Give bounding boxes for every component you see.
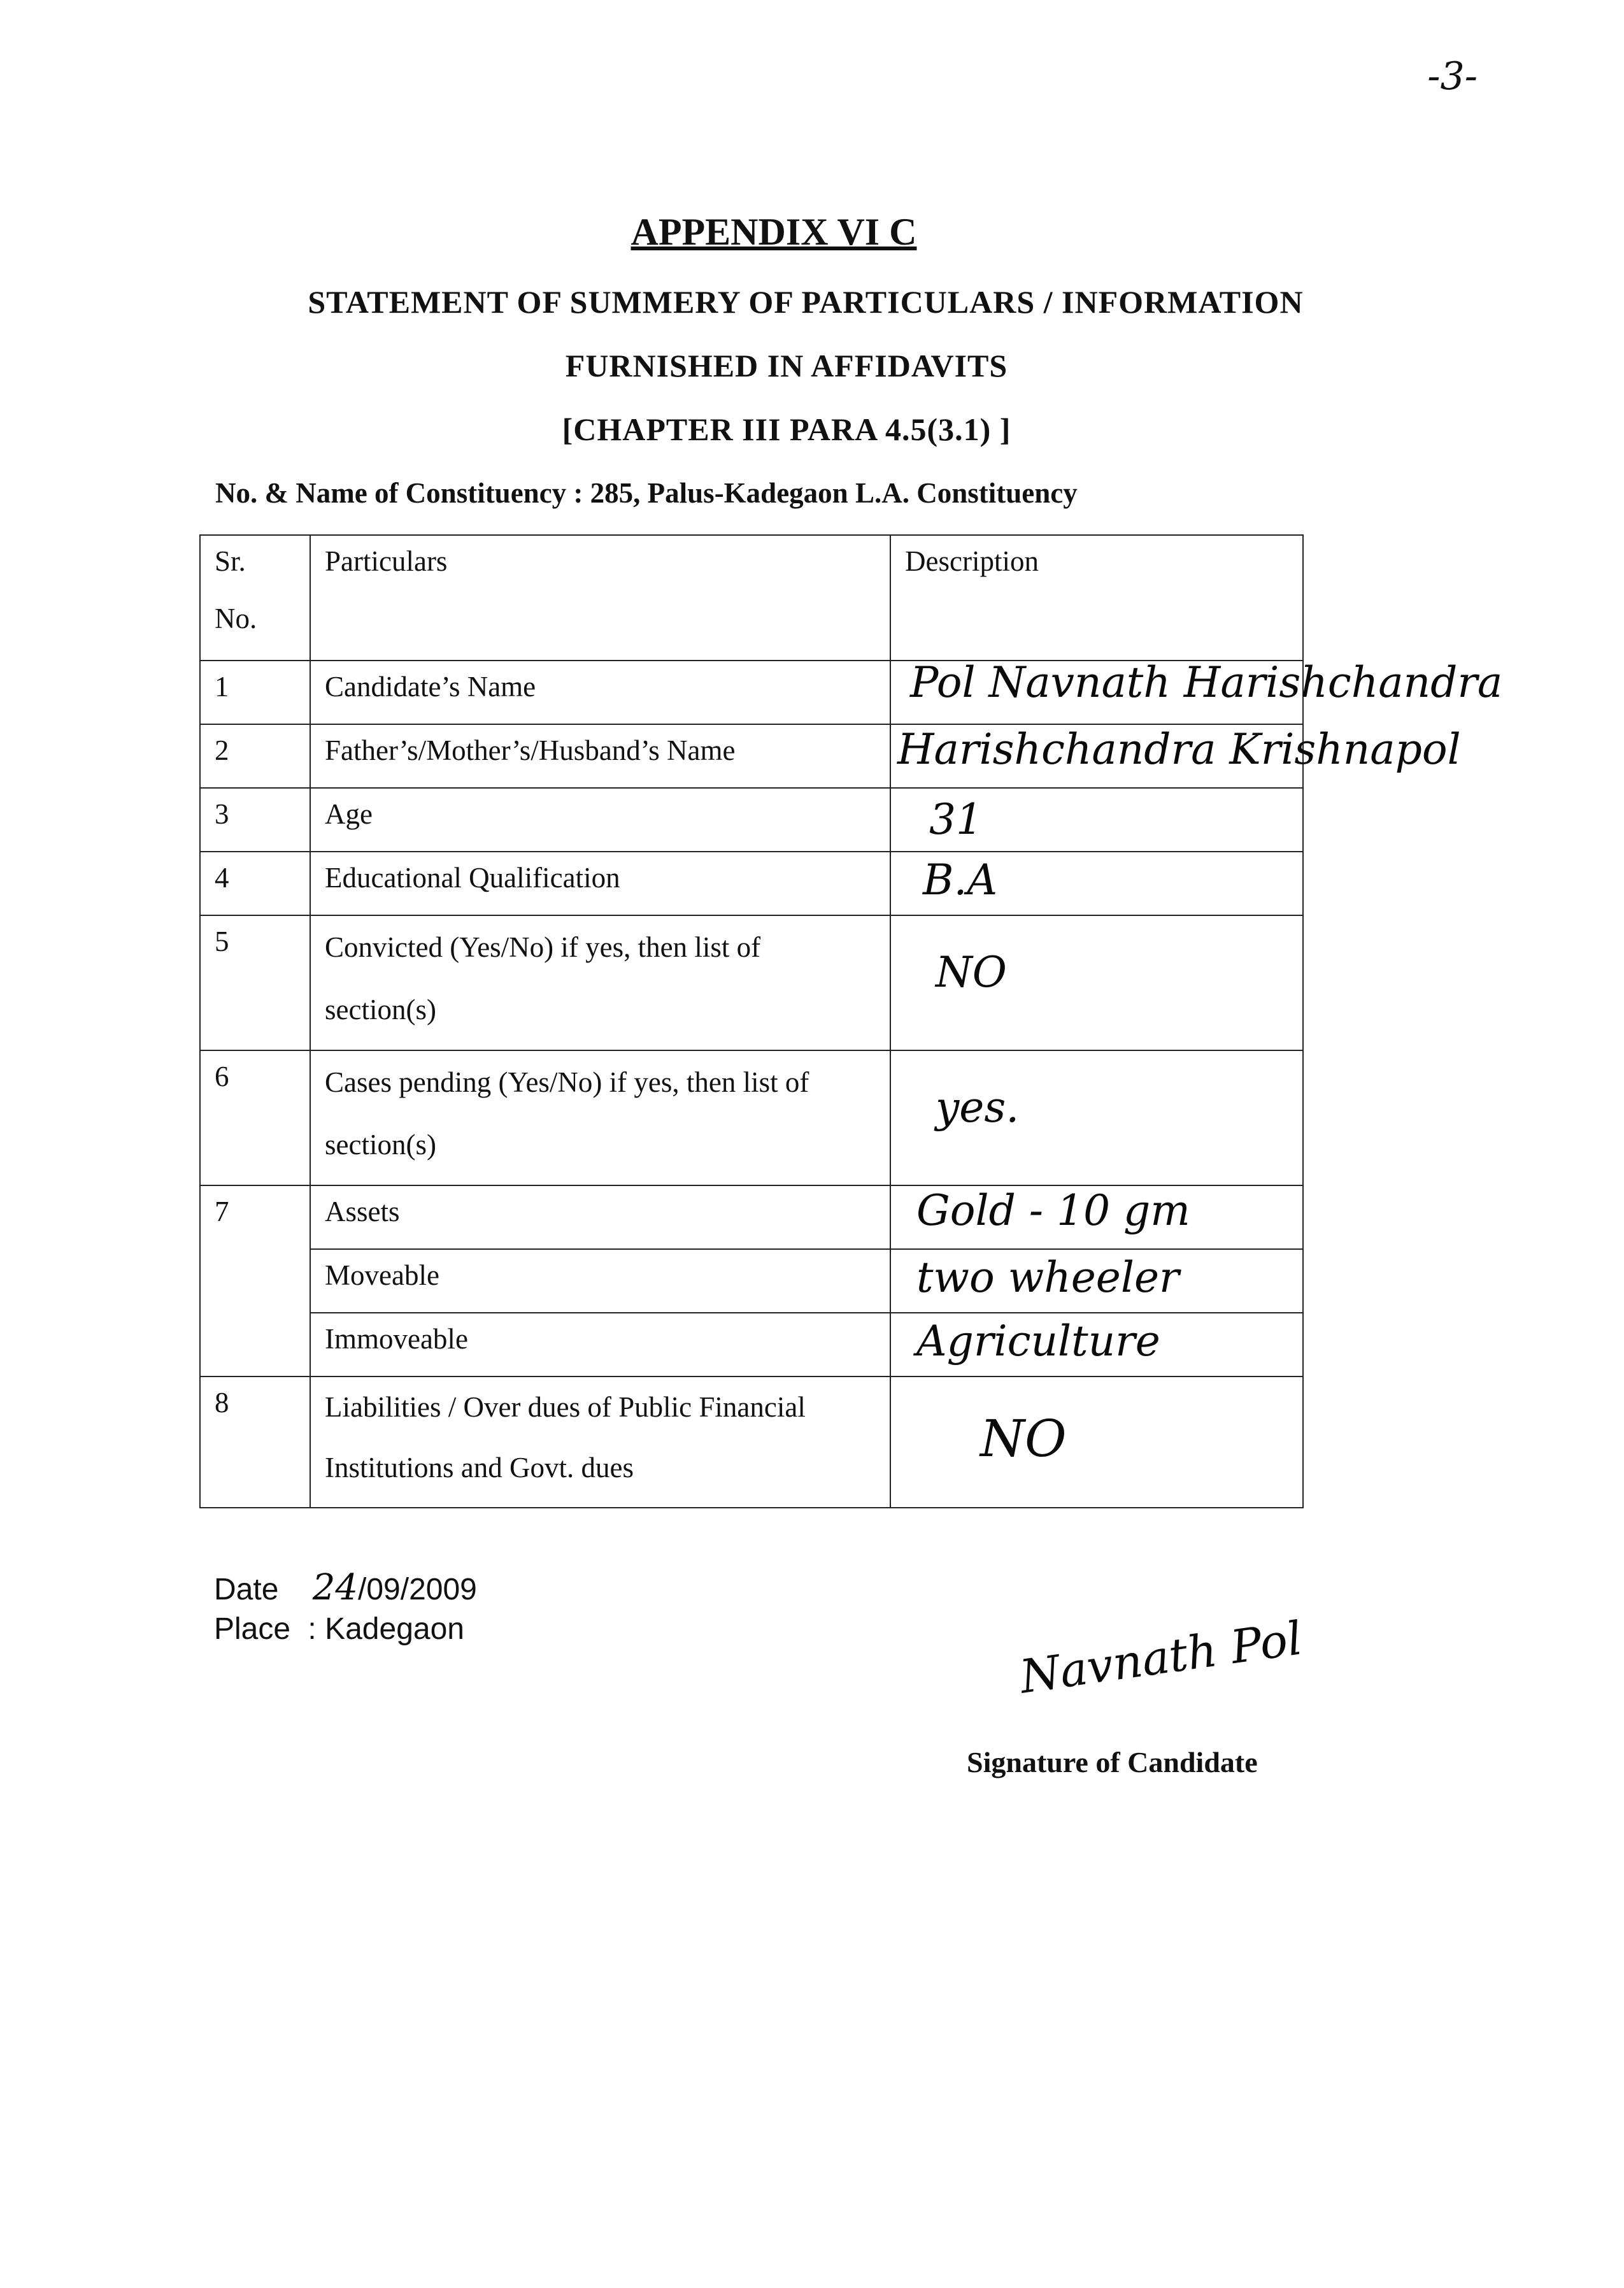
table-row xyxy=(200,788,1303,852)
row-value: Pol Navnath Harishchandra xyxy=(910,658,1503,707)
subtitle-line-2: FURNISHED IN AFFIDAVITS xyxy=(565,348,1008,383)
row-particular: Moveable xyxy=(310,1249,890,1313)
header-no: No. xyxy=(215,603,257,634)
page-number: -3- xyxy=(1427,54,1478,99)
place-line xyxy=(214,1612,464,1647)
subtitle-line-1: STATEMENT OF SUMMERY OF PARTICULARS / INFORMATION xyxy=(308,284,1304,320)
date-label: Date xyxy=(214,1573,279,1606)
place-label: Place xyxy=(214,1612,291,1646)
row-number: 1 xyxy=(200,661,310,724)
table-row xyxy=(200,1050,1303,1185)
row-particular: Liabilities / Over dues of Public Financial Institutions and Govt. dues xyxy=(310,1376,890,1508)
row-number: 2 xyxy=(200,724,310,788)
table-header-row xyxy=(200,535,1303,661)
header-description: Description xyxy=(890,535,1303,661)
row-particular: Educational Qualification xyxy=(310,852,890,915)
table-row xyxy=(200,1313,1303,1376)
table-row xyxy=(200,852,1303,915)
row-number: 5 xyxy=(200,915,310,1050)
subtitle-line-3: [CHAPTER III PARA 4.5(3.1) ] xyxy=(562,411,1011,447)
table-row xyxy=(200,1185,1303,1249)
row-particular: Age xyxy=(310,788,890,852)
table-row xyxy=(200,1249,1303,1313)
row-particular: Cases pending (Yes/No) if yes, then list of section(s) xyxy=(310,1050,890,1185)
row-value: Gold - 10 gm xyxy=(916,1186,1190,1235)
row-value: NO xyxy=(980,1409,1067,1468)
header-particulars: Particulars xyxy=(310,535,890,661)
date-rest: /09/2009 xyxy=(358,1573,477,1606)
place-value: : Kadegaon xyxy=(308,1612,464,1646)
date-day: 24 xyxy=(312,1567,358,1608)
row-particular: Convicted (Yes/No) if yes, then list of section(s) xyxy=(310,915,890,1050)
particulars-table xyxy=(199,534,1503,1508)
row-number: 3 xyxy=(200,788,310,852)
row-particular: Father’s/Mother’s/Husband’s Name xyxy=(310,724,890,788)
row-number: 8 xyxy=(200,1376,310,1508)
row-value: Harishchandra Krishnapol xyxy=(897,725,1461,774)
row-value: B.A xyxy=(923,855,998,904)
table-row xyxy=(200,661,1303,724)
signature-label: Signature of Candidate xyxy=(967,1746,1258,1778)
row-value: NO xyxy=(936,948,1007,997)
row-number: 7 xyxy=(200,1185,310,1376)
table-row xyxy=(200,915,1303,1050)
row-value: yes. xyxy=(936,1083,1020,1132)
date-line xyxy=(214,1567,477,1608)
row-value: 31 xyxy=(929,795,983,844)
row-number: 4 xyxy=(200,852,310,915)
signature: Navnath Pol xyxy=(1016,1611,1306,1704)
row-number: 6 xyxy=(200,1050,310,1185)
row-particular: Assets xyxy=(310,1185,890,1249)
table-row xyxy=(200,724,1303,788)
constituency: No. & Name of Constituency : 285, Palus-Kadegaon L.A. Constituency xyxy=(215,477,1078,509)
row-value: two wheeler xyxy=(916,1253,1179,1302)
row-particular: Candidate’s Name xyxy=(310,661,890,724)
table-row xyxy=(200,1376,1303,1508)
row-particular: Immoveable xyxy=(310,1313,890,1376)
page-title: APPENDIX VI C xyxy=(630,211,917,253)
header-sr: Sr. xyxy=(215,545,246,577)
row-value: Agriculture xyxy=(916,1317,1160,1366)
